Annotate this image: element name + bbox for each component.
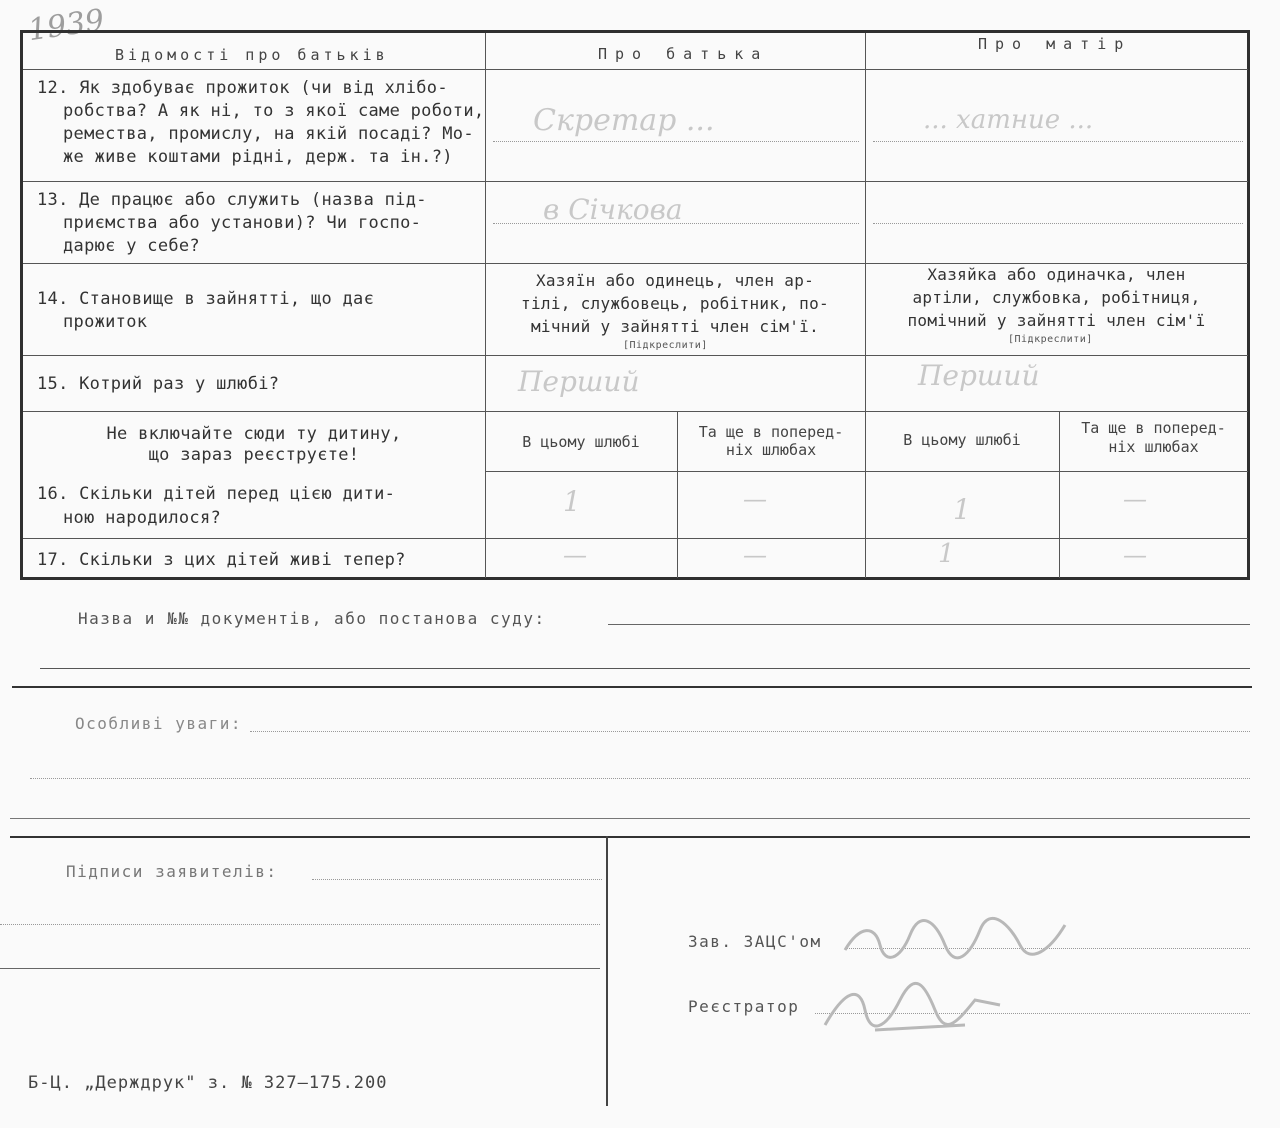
option-14-mother-line-2: артіли, службовка, робітниця, [912, 288, 1201, 307]
option-14-father-line-2: тілі, службовець, робітник, по- [521, 294, 829, 313]
parents-info-table [20, 30, 1250, 580]
question-13-line-3: дарює у себе? [63, 236, 200, 256]
answer-15-mother-handwriting: Перший [918, 359, 1040, 392]
answer-15-father-handwriting: Перший [518, 365, 640, 398]
question-14-line-1: 14. Становище в зайнятті, що дає [37, 289, 375, 309]
question-12-line-3: ремества, промислу, на якій посаді? Мо- [63, 124, 474, 144]
corner-handwritten-note: 1939 [25, 2, 107, 49]
subheader-mother-this-marriage: В цьому шлюбі [903, 431, 1021, 449]
answer-12-father-handwriting: Скретар ... [533, 103, 715, 138]
answer-16-mother-prev: — [1123, 485, 1147, 513]
option-14-mother-line-3: помічний у зайнятті член сім'ї [907, 311, 1206, 330]
subheader-mother-prev-line-2: ніх шлюбах [1108, 438, 1199, 456]
question-12-line-4: же живе коштами рідні, держ. та ін.?) [63, 147, 453, 167]
option-14-father-line-3: мічний у зайнятті член сім'ї. [530, 317, 820, 336]
head-registry-label: Зав. ЗАЦС'ом [688, 932, 822, 951]
answer-12-mother-handwriting: ... хатние ... [923, 105, 1094, 135]
subheader-father-prev-line-2: ніх шлюбах [725, 441, 817, 459]
note-line-2: що зараз реєструєте! [148, 445, 360, 465]
option-14-father-line-1: Хазяїн або одинець, член ар- [535, 271, 815, 290]
registrar-label: Реєстратор [688, 997, 800, 1016]
registrar-signature-icon [815, 970, 1015, 1044]
documents-label: Назва и №№ документів, або постанова суду: [78, 609, 546, 628]
note-line-1: Не включайте сюди ту дитину, [106, 424, 402, 444]
applicants-signatures-label: Підписи заявителів: [66, 862, 278, 881]
answer-17-father-prev: — [743, 541, 767, 569]
question-13-line-2: приємства або установи)? Чи госпо- [63, 213, 422, 233]
answer-16-mother-this: 1 [953, 493, 971, 526]
head-signature-icon [840, 915, 1080, 969]
subheader-father-this-marriage: В цьому шлюбі [522, 433, 640, 451]
answer-16-father-this: 1 [563, 485, 581, 518]
answer-17-mother-prev: — [1123, 541, 1147, 569]
question-16-line-1: 16. Скільки дітей перед цією дити- [37, 484, 396, 504]
remarks-label: Особливі уваги: [75, 714, 242, 733]
question-17: 17. Скільки з цих дітей живі тепер? [37, 550, 406, 570]
answer-17-mother-this: 1 [938, 539, 955, 569]
subheader-father-prev-line-1: Та ще в поперед- [698, 423, 844, 441]
question-12-line-2: робства? А як ні, то з якої саме роботи, [63, 101, 485, 121]
question-13-line-1: 13. Де працює або служить (назва під- [37, 190, 427, 210]
answer-16-father-prev: — [743, 485, 767, 513]
answer-17-father-this: — [563, 541, 587, 569]
underline-hint-father: [Підкреслити] [623, 340, 708, 351]
header-mother: Про матір [978, 35, 1132, 53]
question-12-line-1: 12. Як здобуває прожиток (чи від хлібо- [37, 78, 448, 98]
header-parents-info: Відомості про батьків [115, 46, 389, 64]
answer-13-father-handwriting: в Січкова [543, 193, 683, 226]
question-14-line-2: прожиток [63, 312, 148, 332]
question-15: 15. Котрий раз у шлюбі? [37, 374, 280, 394]
option-14-mother-line-1: Хазяйка або одиначка, член [927, 265, 1186, 284]
underline-hint-mother: [Підкреслити] [1008, 334, 1093, 345]
question-16-line-2: ною народилося? [63, 508, 222, 528]
subheader-mother-prev-line-1: Та ще в поперед- [1081, 419, 1226, 437]
printer-footer: Б-Ц. „Держдрук" з. № 327—175.200 [28, 1073, 388, 1093]
header-father: Про батька [598, 45, 769, 63]
